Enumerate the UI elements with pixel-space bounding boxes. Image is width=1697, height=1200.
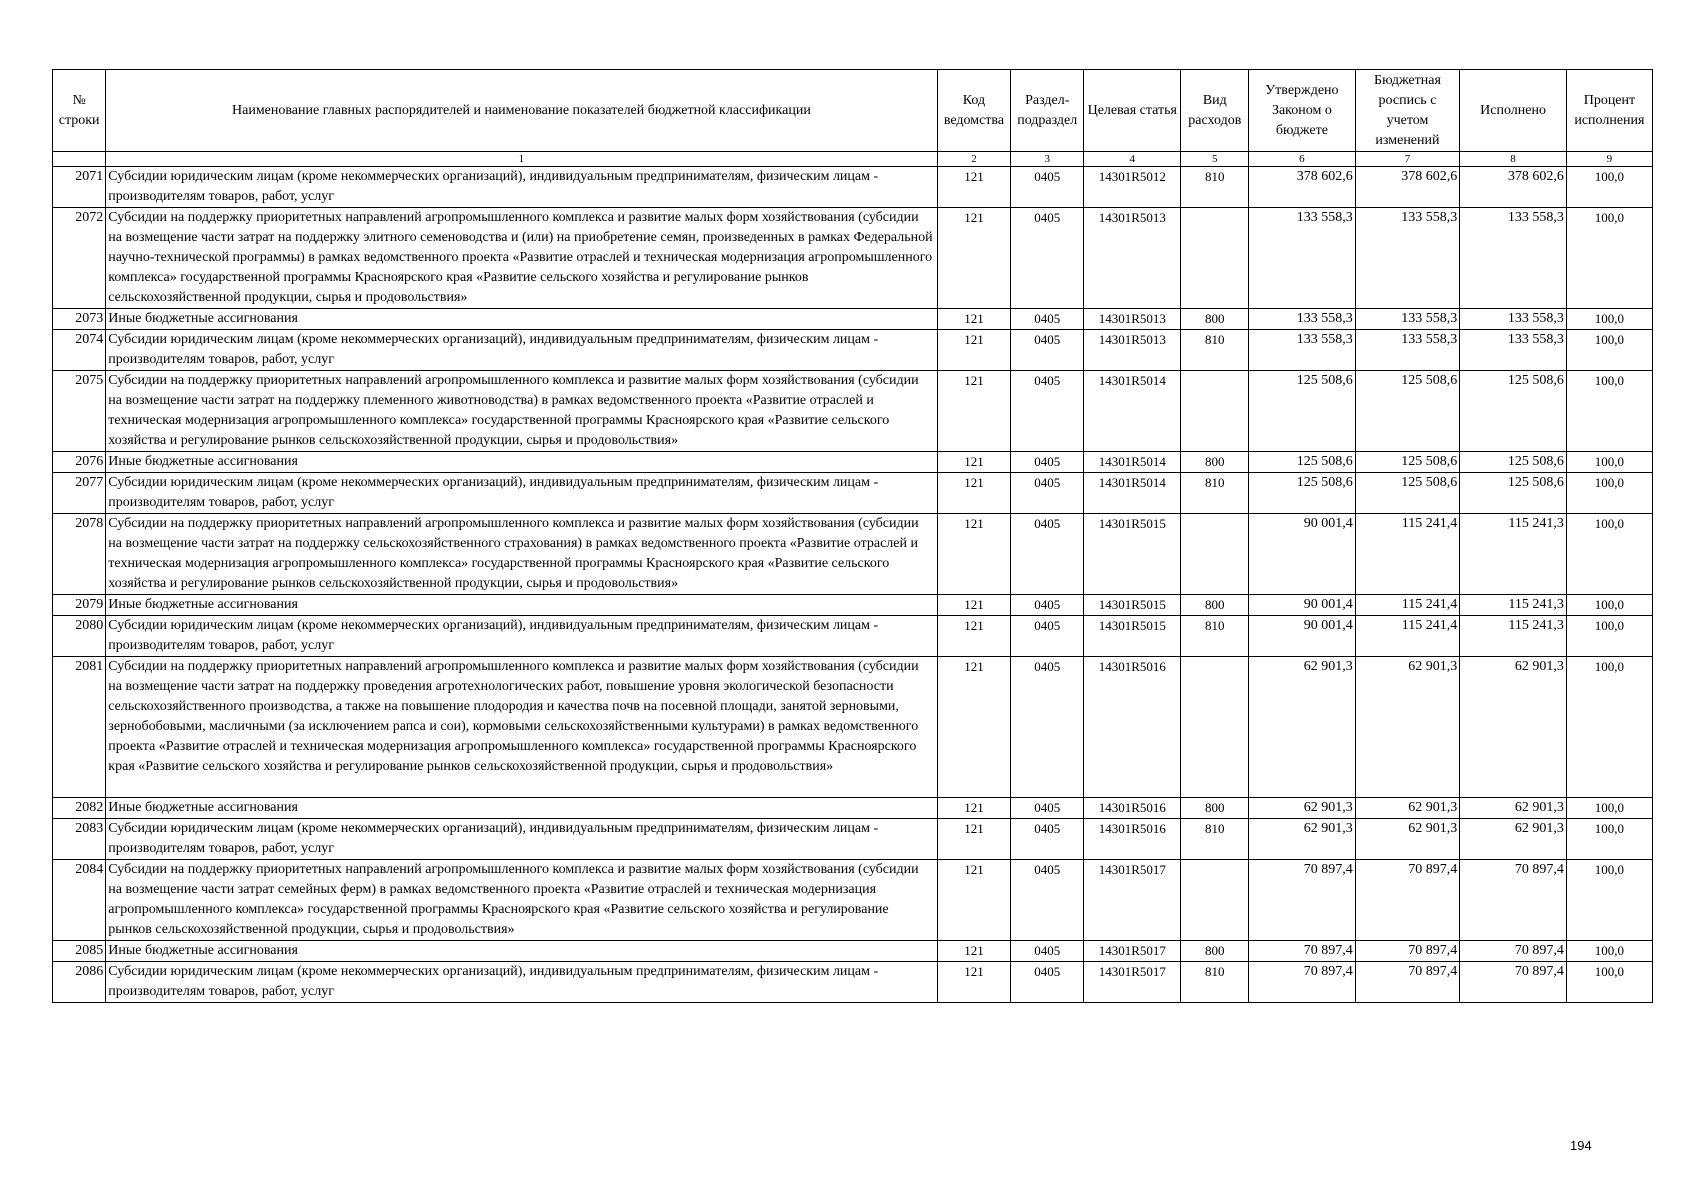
column-number: 4 — [1084, 152, 1181, 167]
table-row — [53, 473, 1653, 514]
budget-report-page — [52, 69, 1653, 1003]
percent-cell: 100,0 — [1566, 208, 1652, 309]
executed-amount-cell: 133 558,3 — [1460, 208, 1567, 309]
percent-cell: 100,0 — [1566, 514, 1652, 595]
row-number-cell: 2081 — [53, 657, 106, 798]
percent-cell: 100,0 — [1566, 595, 1652, 616]
row-name-cell: Субсидии юридическим лицам (кроме некоммерческих организаций), индивидуальным предпринимателям, физическим лицам - производителям товаров, работ, услуг — [106, 167, 937, 208]
department-code-cell: 121 — [937, 616, 1011, 657]
target-article-cell: 14301R5015 — [1084, 595, 1181, 616]
budget-list-amount-cell: 133 558,3 — [1355, 309, 1460, 330]
table-row — [53, 798, 1653, 819]
target-article-cell: 14301R5016 — [1084, 819, 1181, 860]
header-department-code: Код ведомства — [937, 70, 1011, 152]
row-name-cell: Иные бюджетные ассигнования — [106, 941, 937, 962]
percent-cell: 100,0 — [1566, 657, 1652, 798]
row-number-cell: 2072 — [53, 208, 106, 309]
department-code-cell: 121 — [937, 595, 1011, 616]
row-number-cell: 2085 — [53, 941, 106, 962]
approved-amount-cell: 70 897,4 — [1249, 962, 1356, 1003]
target-article-cell: 14301R5014 — [1084, 473, 1181, 514]
row-name-cell: Субсидии юридическим лицам (кроме некоммерческих организаций), индивидуальным предпринимателям, физическим лицам - производителям товаров, работ, услуг — [106, 330, 937, 371]
department-code-cell: 121 — [937, 473, 1011, 514]
department-code-cell: 121 — [937, 371, 1011, 452]
row-name-cell: Субсидии юридическим лицам (кроме некоммерческих организаций), индивидуальным предпринимателям, физическим лицам - производителям товаров, работ, услуг — [106, 819, 937, 860]
expense-type-cell — [1181, 657, 1249, 798]
expense-type-cell: 810 — [1181, 330, 1249, 371]
department-code-cell: 121 — [937, 798, 1011, 819]
department-code-cell: 121 — [937, 860, 1011, 941]
percent-cell: 100,0 — [1566, 819, 1652, 860]
executed-amount-cell: 62 901,3 — [1460, 819, 1567, 860]
approved-amount-cell: 90 001,4 — [1249, 514, 1356, 595]
row-name-cell: Субсидии на поддержку приоритетных направлений агропромышленного комплекса и развитие малых форм хозяйствования (субсидии на возмещение части затрат на поддержку сельскохозяйственного страхования) в рамках ведомственного проекта «Развитие отраслей и техническая модернизация агропромышленного комплекса» государственной программы Красноярского края «Развитие сельского хозяйства и регулирование рынков сельскохозяйственной продукции, сырья и продовольствия» — [106, 514, 937, 595]
section-cell: 0405 — [1011, 941, 1084, 962]
percent-cell: 100,0 — [1566, 962, 1652, 1003]
target-article-cell: 14301R5012 — [1084, 167, 1181, 208]
expense-type-cell: 800 — [1181, 798, 1249, 819]
percent-cell: 100,0 — [1566, 941, 1652, 962]
row-number-cell: 2076 — [53, 452, 106, 473]
table-row — [53, 208, 1653, 309]
column-number: 6 — [1249, 152, 1356, 167]
executed-amount-cell: 70 897,4 — [1460, 941, 1567, 962]
table-row — [53, 860, 1653, 941]
percent-cell: 100,0 — [1566, 860, 1652, 941]
percent-cell: 100,0 — [1566, 167, 1652, 208]
department-code-cell: 121 — [937, 941, 1011, 962]
section-cell: 0405 — [1011, 208, 1084, 309]
percent-cell: 100,0 — [1566, 616, 1652, 657]
header-percent: Процент исполнения — [1566, 70, 1652, 152]
approved-amount-cell: 62 901,3 — [1249, 819, 1356, 860]
row-number-cell: 2084 — [53, 860, 106, 941]
table-row — [53, 452, 1653, 473]
row-number-cell: 2075 — [53, 371, 106, 452]
percent-cell: 100,0 — [1566, 798, 1652, 819]
row-name-cell: Иные бюджетные ассигнования — [106, 452, 937, 473]
table-body — [53, 167, 1653, 1003]
row-name-cell: Субсидии юридическим лицам (кроме некоммерческих организаций), индивидуальным предпринимателям, физическим лицам - производителям товаров, работ, услуг — [106, 616, 937, 657]
expense-type-cell: 800 — [1181, 941, 1249, 962]
department-code-cell: 121 — [937, 819, 1011, 860]
column-number: 3 — [1011, 152, 1084, 167]
header-expense-type: Вид расходов — [1181, 70, 1249, 152]
target-article-cell: 14301R5013 — [1084, 208, 1181, 309]
target-article-cell: 14301R5016 — [1084, 798, 1181, 819]
department-code-cell: 121 — [937, 657, 1011, 798]
row-number-cell: 2086 — [53, 962, 106, 1003]
row-name-cell: Иные бюджетные ассигнования — [106, 798, 937, 819]
column-number: 7 — [1355, 152, 1460, 167]
executed-amount-cell: 70 897,4 — [1460, 962, 1567, 1003]
row-name-cell: Иные бюджетные ассигнования — [106, 309, 937, 330]
target-article-cell: 14301R5014 — [1084, 371, 1181, 452]
expense-type-cell: 810 — [1181, 616, 1249, 657]
section-cell: 0405 — [1011, 309, 1084, 330]
budget-list-amount-cell: 70 897,4 — [1355, 941, 1460, 962]
table-row — [53, 330, 1653, 371]
budget-list-amount-cell: 133 558,3 — [1355, 330, 1460, 371]
budget-list-amount-cell: 70 897,4 — [1355, 860, 1460, 941]
percent-cell: 100,0 — [1566, 473, 1652, 514]
expense-type-cell — [1181, 371, 1249, 452]
header-approved: Утверждено Законом о бюджете — [1249, 70, 1356, 152]
executed-amount-cell: 133 558,3 — [1460, 330, 1567, 371]
expense-type-cell — [1181, 208, 1249, 309]
table-row — [53, 657, 1653, 798]
approved-amount-cell: 62 901,3 — [1249, 657, 1356, 798]
approved-amount-cell: 133 558,3 — [1249, 208, 1356, 309]
budget-execution-table — [52, 69, 1653, 1003]
section-cell: 0405 — [1011, 452, 1084, 473]
section-cell: 0405 — [1011, 860, 1084, 941]
table-row — [53, 595, 1653, 616]
budget-list-amount-cell: 62 901,3 — [1355, 657, 1460, 798]
department-code-cell: 121 — [937, 330, 1011, 371]
expense-type-cell: 810 — [1181, 473, 1249, 514]
target-article-cell: 14301R5015 — [1084, 616, 1181, 657]
executed-amount-cell: 125 508,6 — [1460, 473, 1567, 514]
executed-amount-cell: 70 897,4 — [1460, 860, 1567, 941]
expense-type-cell: 810 — [1181, 167, 1249, 208]
percent-cell: 100,0 — [1566, 452, 1652, 473]
section-cell: 0405 — [1011, 473, 1084, 514]
column-number: 8 — [1460, 152, 1567, 167]
row-number-cell: 2083 — [53, 819, 106, 860]
target-article-cell: 14301R5013 — [1084, 330, 1181, 371]
executed-amount-cell: 62 901,3 — [1460, 798, 1567, 819]
column-number: 5 — [1181, 152, 1249, 167]
approved-amount-cell: 90 001,4 — [1249, 616, 1356, 657]
section-cell: 0405 — [1011, 514, 1084, 595]
budget-list-amount-cell: 125 508,6 — [1355, 473, 1460, 514]
expense-type-cell: 800 — [1181, 595, 1249, 616]
column-number: 9 — [1566, 152, 1652, 167]
header-name: Наименование главных распорядителей и наименование показателей бюджетной классификации — [106, 70, 937, 152]
section-cell: 0405 — [1011, 819, 1084, 860]
executed-amount-cell: 133 558,3 — [1460, 309, 1567, 330]
header-target-article: Целевая статья — [1084, 70, 1181, 152]
target-article-cell: 14301R5017 — [1084, 860, 1181, 941]
row-name-cell: Иные бюджетные ассигнования — [106, 595, 937, 616]
row-name-cell: Субсидии на поддержку приоритетных направлений агропромышленного комплекса и развитие малых форм хозяйствования (субсидии на возмещение части затрат семейных ферм) в рамках ведомственного проекта «Развитие отраслей и техническая модернизация агропромышленного комплекса» государственной программы Красноярского края «Развитие сельского хозяйства и регулирование рынков сельскохозяйственной продукции, сырья и продовольствия» — [106, 860, 937, 941]
table-row — [53, 941, 1653, 962]
header-section: Раздел-подраздел — [1011, 70, 1084, 152]
column-number: 2 — [937, 152, 1011, 167]
budget-list-amount-cell: 115 241,4 — [1355, 514, 1460, 595]
approved-amount-cell: 62 901,3 — [1249, 798, 1356, 819]
row-name-cell: Субсидии юридическим лицам (кроме некоммерческих организаций), индивидуальным предпринимателям, физическим лицам - производителям товаров, работ, услуг — [106, 473, 937, 514]
row-number-cell: 2077 — [53, 473, 106, 514]
budget-list-amount-cell: 125 508,6 — [1355, 371, 1460, 452]
approved-amount-cell: 70 897,4 — [1249, 860, 1356, 941]
executed-amount-cell: 125 508,6 — [1460, 452, 1567, 473]
column-number: 1 — [106, 152, 937, 167]
target-article-cell: 14301R5017 — [1084, 941, 1181, 962]
row-number-cell: 2079 — [53, 595, 106, 616]
approved-amount-cell: 125 508,6 — [1249, 452, 1356, 473]
budget-list-amount-cell: 115 241,4 — [1355, 616, 1460, 657]
row-name-cell: Субсидии юридическим лицам (кроме некоммерческих организаций), индивидуальным предпринимателям, физическим лицам - производителям товаров, работ, услуг — [106, 962, 937, 1003]
section-cell: 0405 — [1011, 167, 1084, 208]
approved-amount-cell: 133 558,3 — [1249, 309, 1356, 330]
row-name-cell: Субсидии на поддержку приоритетных направлений агропромышленного комплекса и развитие малых форм хозяйствования (субсидии на возмещение части затрат на поддержку элитного семеноводства и (или) на приобретение семян, произведенных в рамках Федеральной научно-технической программы) в рамках ведомственного проекта «Развитие отраслей и техническая модернизация агропромышленного комплекса» государственной программы Красноярского края «Развитие сельского хозяйства и регулирование рынков сельскохозяйственной продукции, сырья и продовольствия» — [106, 208, 937, 309]
target-article-cell: 14301R5016 — [1084, 657, 1181, 798]
table-row — [53, 819, 1653, 860]
approved-amount-cell: 90 001,4 — [1249, 595, 1356, 616]
expense-type-cell: 810 — [1181, 962, 1249, 1003]
department-code-cell: 121 — [937, 514, 1011, 595]
header-row-number: № строки — [53, 70, 106, 152]
row-number-cell: 2082 — [53, 798, 106, 819]
page-number: 194 — [1570, 1138, 1592, 1153]
budget-list-amount-cell: 62 901,3 — [1355, 819, 1460, 860]
department-code-cell: 121 — [937, 962, 1011, 1003]
section-cell: 0405 — [1011, 657, 1084, 798]
section-cell: 0405 — [1011, 616, 1084, 657]
target-article-cell: 14301R5017 — [1084, 962, 1181, 1003]
column-number-row — [53, 152, 1653, 167]
executed-amount-cell: 378 602,6 — [1460, 167, 1567, 208]
row-name-cell: Субсидии на поддержку приоритетных направлений агропромышленного комплекса и развитие малых форм хозяйствования (субсидии на возмещение части затрат на поддержку проведения агротехнологических работ, повышение уровня экологической безопасности сельскохозяйственного производства, а также на повышение плодородия и качества почв на посевной площади, занятой зерновыми, зернобобовыми, масличными (за исключением рапса и сои), кормовыми сельскохозяйственными культурами) в рамках ведомственного проекта «Развитие отраслей и техническая модернизация агропромышленного комплекса» государственной программы Красноярского края «Развитие сельского хозяйства и регулирование рынков сельскохозяйственной продукции, сырья и продовольствия» — [106, 657, 937, 798]
approved-amount-cell: 133 558,3 — [1249, 330, 1356, 371]
budget-list-amount-cell: 125 508,6 — [1355, 452, 1460, 473]
budget-list-amount-cell: 133 558,3 — [1355, 208, 1460, 309]
percent-cell: 100,0 — [1566, 309, 1652, 330]
approved-amount-cell: 125 508,6 — [1249, 473, 1356, 514]
table-row — [53, 514, 1653, 595]
table-row — [53, 616, 1653, 657]
budget-list-amount-cell: 115 241,4 — [1355, 595, 1460, 616]
target-article-cell: 14301R5015 — [1084, 514, 1181, 595]
row-number-cell: 2078 — [53, 514, 106, 595]
table-row — [53, 371, 1653, 452]
target-article-cell: 14301R5013 — [1084, 309, 1181, 330]
expense-type-cell — [1181, 860, 1249, 941]
section-cell: 0405 — [1011, 962, 1084, 1003]
section-cell: 0405 — [1011, 798, 1084, 819]
section-cell: 0405 — [1011, 595, 1084, 616]
department-code-cell: 121 — [937, 452, 1011, 473]
budget-list-amount-cell: 378 602,6 — [1355, 167, 1460, 208]
executed-amount-cell: 115 241,3 — [1460, 595, 1567, 616]
expense-type-cell: 800 — [1181, 452, 1249, 473]
department-code-cell: 121 — [937, 167, 1011, 208]
approved-amount-cell: 125 508,6 — [1249, 371, 1356, 452]
executed-amount-cell: 115 241,3 — [1460, 616, 1567, 657]
budget-list-amount-cell: 70 897,4 — [1355, 962, 1460, 1003]
row-number-cell: 2080 — [53, 616, 106, 657]
expense-type-cell — [1181, 514, 1249, 595]
section-cell: 0405 — [1011, 371, 1084, 452]
executed-amount-cell: 115 241,3 — [1460, 514, 1567, 595]
section-cell: 0405 — [1011, 330, 1084, 371]
column-number — [53, 152, 106, 167]
row-number-cell: 2074 — [53, 330, 106, 371]
table-row — [53, 309, 1653, 330]
percent-cell: 100,0 — [1566, 371, 1652, 452]
department-code-cell: 121 — [937, 208, 1011, 309]
table-row — [53, 167, 1653, 208]
percent-cell: 100,0 — [1566, 330, 1652, 371]
expense-type-cell: 800 — [1181, 309, 1249, 330]
budget-list-amount-cell: 62 901,3 — [1355, 798, 1460, 819]
target-article-cell: 14301R5014 — [1084, 452, 1181, 473]
approved-amount-cell: 378 602,6 — [1249, 167, 1356, 208]
header-budget-list: Бюджетная роспись с учетом изменений — [1355, 70, 1460, 152]
executed-amount-cell: 62 901,3 — [1460, 657, 1567, 798]
row-number-cell: 2073 — [53, 309, 106, 330]
expense-type-cell: 810 — [1181, 819, 1249, 860]
department-code-cell: 121 — [937, 309, 1011, 330]
row-name-cell: Субсидии на поддержку приоритетных направлений агропромышленного комплекса и развитие малых форм хозяйствования (субсидии на возмещение части затрат на поддержку племенного животноводства) в рамках ведомственного проекта «Развитие отраслей и техническая модернизация агропромышленного комплекса» государственной программы Красноярского края «Развитие сельского хозяйства и регулирование рынков сельскохозяйственной продукции, сырья и продовольствия» — [106, 371, 937, 452]
header-executed: Исполнено — [1460, 70, 1567, 152]
executed-amount-cell: 125 508,6 — [1460, 371, 1567, 452]
approved-amount-cell: 70 897,4 — [1249, 941, 1356, 962]
row-number-cell: 2071 — [53, 167, 106, 208]
table-row — [53, 962, 1653, 1003]
table-header-row — [53, 70, 1653, 152]
